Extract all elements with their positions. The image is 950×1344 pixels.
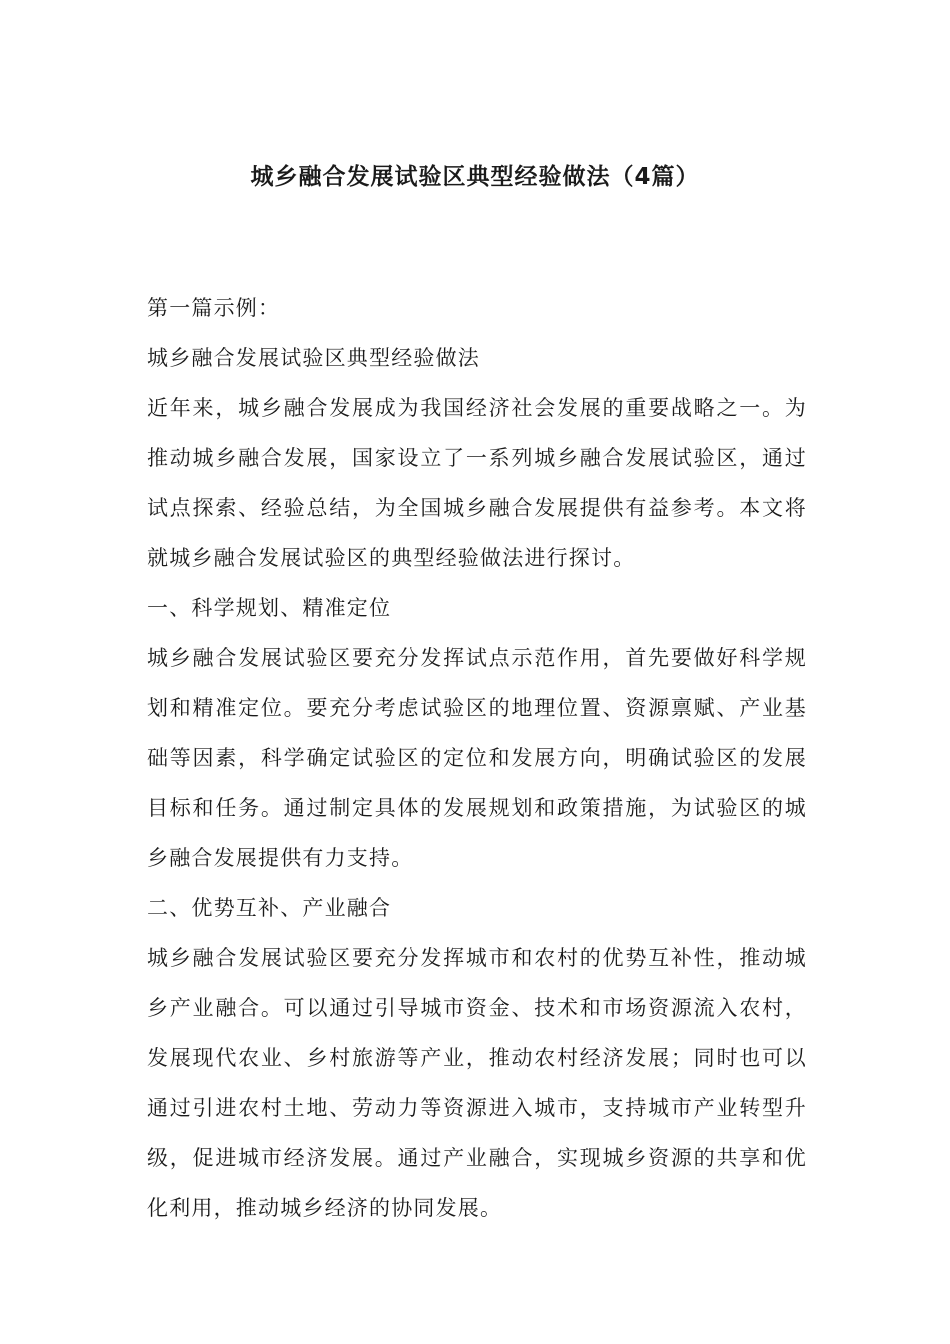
document-body (147, 283, 807, 1233)
article-heading: 城乡融合发展试验区典型经验做法 (147, 346, 480, 370)
section-heading-1: 一、科学规划、精准定位 (147, 596, 392, 620)
section-heading-2: 二、优势互补、产业融合 (147, 896, 392, 920)
section-paragraph-2: 城乡融合发展试验区要充分发挥城市和农村的优势互补性，推动城乡产业融合。可以通过引导城市资金、技术和市场资源流入农村，发展现代农业、乡村旅游等产业，推动农村经济发展；同时也可以通过引进农村土地、劳动力等资源进入城市，支持城市产业转型升级，促进城市经济发展。通过产业融合，实现城乡资源的共享和优化利用，推动城乡经济的协同发展。 (147, 946, 807, 1220)
document-title: 城乡融合发展试验区典型经验做法（4篇） (250, 164, 700, 190)
intro-paragraph: 近年来，城乡融合发展成为我国经济社会发展的重要战略之一。为推动城乡融合发展，国家设立了一系列城乡融合发展试验区，通过试点探索、经验总结，为全国城乡融合发展提供有益参考。本文将就城乡融合发展试验区的典型经验做法进行探讨。 (147, 396, 807, 570)
section-paragraph-1: 城乡融合发展试验区要充分发挥试点示范作用，首先要做好科学规划和精准定位。要充分考虑试验区的地理位置、资源禀赋、产业基础等因素，科学确定试验区的定位和发展方向，明确试验区的发展目标和任务。通过制定具体的发展规划和政策措施，为试验区的城乡融合发展提供有力支持。 (147, 646, 807, 870)
section-label: 第一篇示例： (147, 296, 281, 320)
